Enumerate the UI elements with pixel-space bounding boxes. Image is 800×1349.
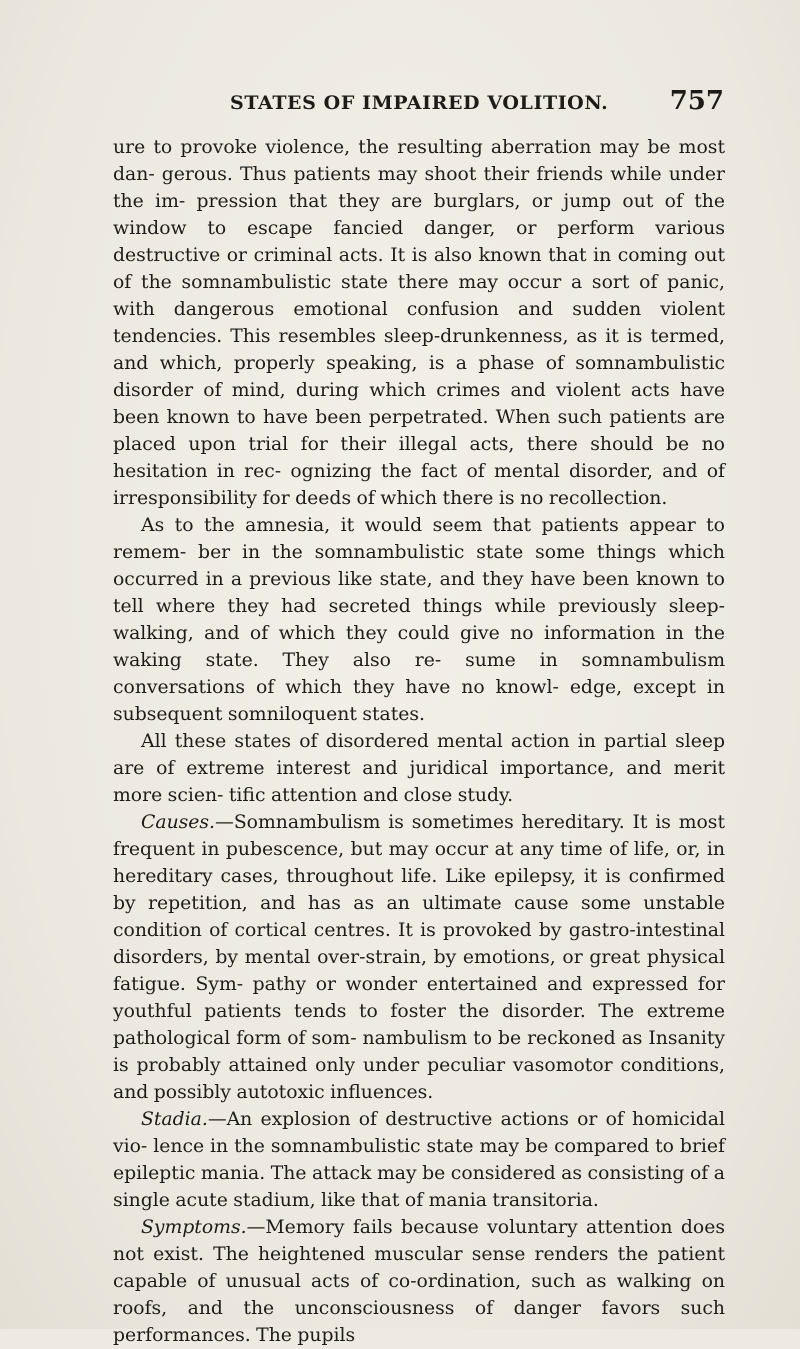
paragraph-causes [113, 809, 725, 1106]
paragraph-2: As to the amnesia, it would seem that patients appear to remem- ber in the somnambulistic state some things which occurred in a previous like state, and they have been known to tell where they had secreted things while previously sleep-walking, and of which they could give no information in the waking state. They also re- sume in somnambulism conversations of which they have no knowl- edge, except in subsequent somniloquent states. [113, 515, 725, 725]
section-heading-stadia: Stadia. [141, 1109, 208, 1130]
paragraph-3: All these states of disordered mental action in partial sleep are of extreme interest and juridical importance, and merit more scien- tific attention and close study. [113, 731, 725, 806]
paragraph-stadia [113, 1106, 725, 1214]
section-heading-causes: Causes. [141, 812, 216, 833]
paragraph-1: ure to provoke violence, the resulting aberration may be most dan- gerous. Thus patients may shoot their friends while under the im- pression that they are burglars, or jump out of the window to escape fancied danger, or perform various destructive or criminal acts. It is also known that in coming out of the somnambulistic state there may occur a sort of panic, with dangerous emotional confusion and sudden violent tendencies. This resembles sleep-drunkenness, as it is termed, and which, properly speaking, is a phase of somnambulistic disorder of mind, during which crimes and violent acts have been known to have been perpetrated. When such patients are placed upon trial for their illegal acts, there should be no hesitation in rec- ognizing the fact of mental disorder, and of irresponsibility for deeds of which there is no recollection. [113, 137, 725, 509]
paragraph-stadia-text: —An explosion of destructive actions or of homicidal vio- lence in the somnambulistic state may be compared to brief epileptic mania. The attack may be considered as consisting of a single acute stadium, like that of mania transitoria. [113, 1109, 725, 1211]
section-heading-symptoms: Symptoms. [141, 1217, 247, 1238]
page-header [112, 86, 724, 116]
paragraph-causes-text: —Somnambulism is sometimes hereditary. It is most frequent in pubescence, but may occur at any time of life, or, in hereditary cases, throughout life. Like epilepsy, it is confirmed by repetition, and has as an ultimate cause some unstable condition of cortical centres. It is provoked by gastro-intestinal disorders, by mental over-strain, by emotions, or great physical fatigue. Sym- pathy or wonder entertained and expressed for youthful patients tends to foster the disorder. The extreme pathological form of som- nambulism to be reckoned as Insanity is probably attained only under peculiar vasomotor conditions, and possibly autotoxic influences. [113, 812, 725, 1103]
running-title: STATES OF IMPAIRED VOLITION. [230, 92, 609, 114]
page-number: 757 [669, 86, 724, 116]
body-text [113, 134, 725, 1349]
paragraph-symptoms-text: —Memory fails because voluntary attention does not exist. The heightened muscular sense renders the patient capable of unusual acts of co-ordination, such as walking on roofs, and the unconsciousness of danger favors such performances. The pupils [113, 1217, 725, 1346]
